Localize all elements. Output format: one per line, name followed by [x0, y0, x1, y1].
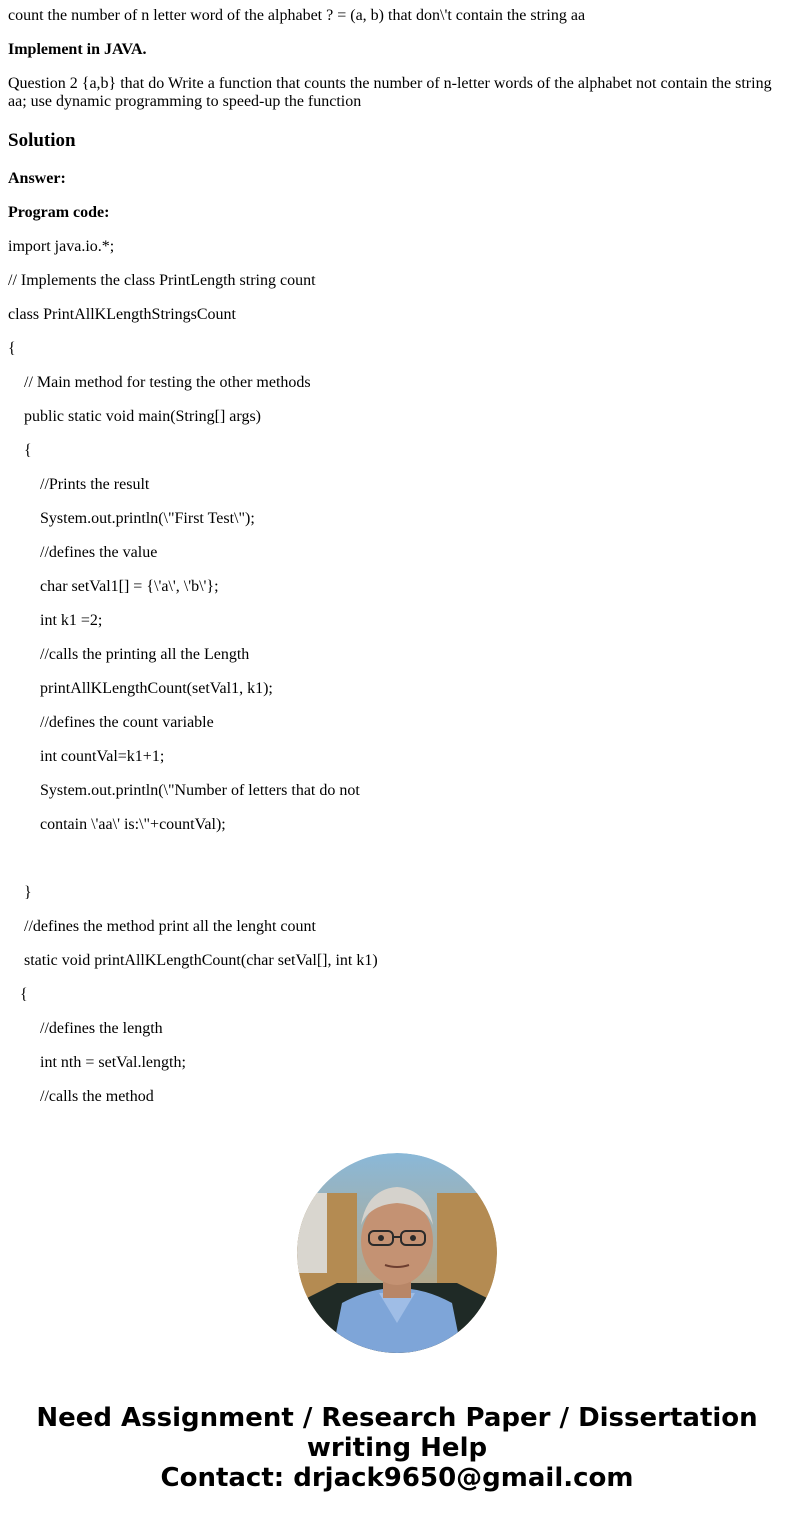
code-line: System.out.println(\"Number of letters that do not [8, 782, 360, 799]
code-line: int nth = setVal.length; [8, 1054, 186, 1071]
answer-label: Answer: [8, 170, 66, 187]
code-line: System.out.println(\"First Test\"); [8, 510, 255, 527]
code-line: // Implements the class PrintLength string count [8, 272, 316, 289]
implement-note: Implement in JAVA. [8, 41, 147, 58]
promo-line-2: writing Help [306, 1433, 488, 1463]
code-line: //defines the length [8, 1020, 163, 1037]
code-line: //Prints the result [8, 476, 150, 493]
author-avatar [297, 1153, 497, 1353]
author-photo [297, 1153, 497, 1353]
code-line: //calls the method [8, 1088, 154, 1105]
promo-line-1: Need Assignment / Research Paper / Dissertation [36, 1403, 758, 1433]
code-line: //defines the method print all the lenght count [8, 918, 316, 935]
code-line: import java.io.*; [8, 238, 115, 255]
question-body: Question 2 {a,b} that do Write a function that counts the number of n-letter words of the alphabet not contain the string aa; use dynamic programming to speed-up the function [8, 75, 772, 110]
code-line: int k1 =2; [8, 612, 103, 629]
program-code-label: Program code: [8, 204, 110, 221]
code-line: contain \'aa\' is:\"+countVal); [8, 816, 226, 833]
code-line: // Main method for testing the other methods [8, 374, 311, 391]
code-line: int countVal=k1+1; [8, 748, 165, 765]
code-line: public static void main(String[] args) [8, 408, 261, 425]
code-line: class PrintAllKLengthStringsCount [8, 306, 236, 323]
code-line: char setVal1[] = {\'a\', \'b\'}; [8, 578, 219, 595]
code-line: { [8, 442, 32, 459]
code-line: //defines the count variable [8, 714, 214, 731]
code-line: //defines the value [8, 544, 158, 561]
code-line: printAllKLengthCount(setVal1, k1); [8, 680, 273, 697]
question-title: count the number of n letter word of the alphabet ? = (a, b) that don\'t contain the string aa [8, 7, 586, 24]
solution-heading: Solution [8, 130, 76, 151]
code-line: //calls the printing all the Length [8, 646, 250, 663]
code-line: static void printAllKLengthCount(char setVal[], int k1) [8, 952, 378, 969]
code-line: { [8, 986, 28, 1003]
promo-footer [0, 1403, 794, 1493]
promo-contact: Contact: drjack9650@gmail.com [160, 1463, 634, 1493]
code-line: { [8, 340, 16, 357]
code-line: } [8, 884, 32, 901]
